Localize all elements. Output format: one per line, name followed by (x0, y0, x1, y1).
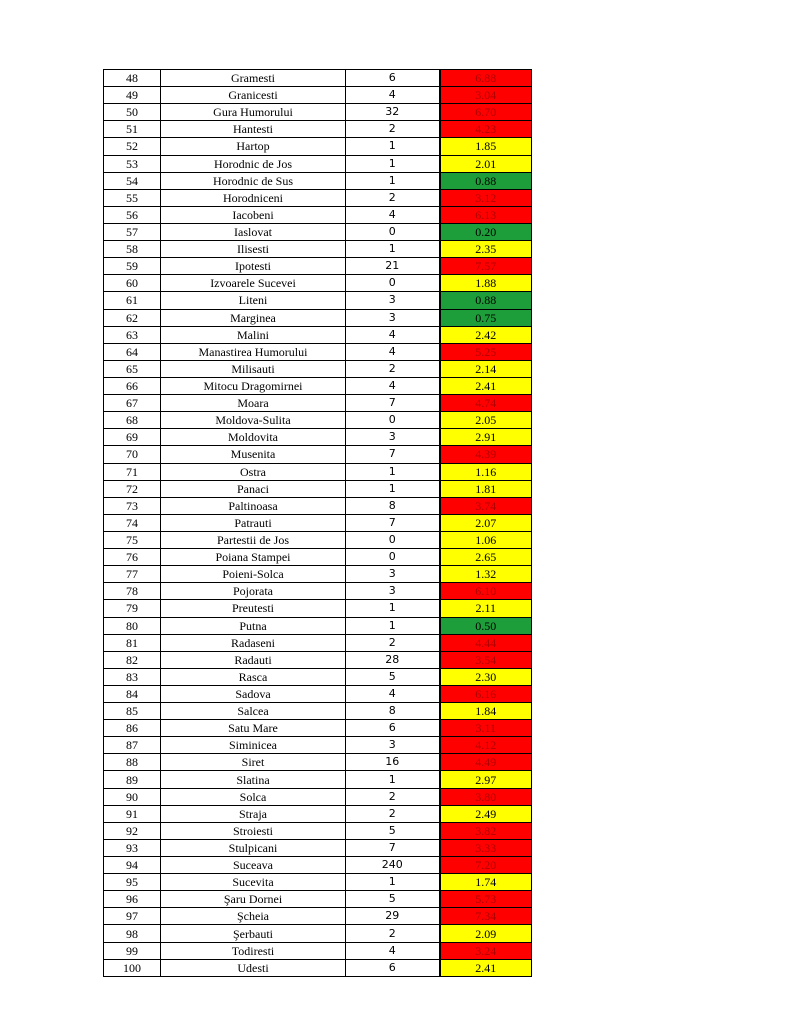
incidence-rate-cell: 4.39 (440, 446, 532, 463)
locality-name-cell: Granicesti (161, 87, 346, 104)
table-row (104, 925, 532, 942)
locality-name-cell: Stroiesti (161, 822, 346, 839)
row-index-cell: 59 (104, 258, 161, 275)
row-index-cell: 86 (104, 720, 161, 737)
incidence-rate-cell: 0.88 (440, 172, 532, 189)
incidence-rate-cell: 2.41 (440, 959, 532, 976)
locality-name-cell: Patrauti (161, 514, 346, 531)
case-count-cell: 2 (346, 189, 440, 206)
row-index-cell: 78 (104, 583, 161, 600)
table-row (104, 634, 532, 651)
incidence-rate-cell: 6.16 (440, 685, 532, 702)
table-row (104, 891, 532, 908)
incidence-rate-cell: 7.34 (440, 908, 532, 925)
table-row (104, 531, 532, 548)
incidence-rate-cell: 2.49 (440, 805, 532, 822)
row-index-cell: 71 (104, 463, 161, 480)
locality-name-cell: Poieni-Solca (161, 566, 346, 583)
row-index-cell: 93 (104, 839, 161, 856)
locality-name-cell: Moara (161, 395, 346, 412)
case-count-cell: 6 (346, 959, 440, 976)
case-count-cell: 4 (346, 685, 440, 702)
locality-name-cell: Hantesti (161, 121, 346, 138)
case-count-cell: 28 (346, 651, 440, 668)
locality-name-cell: Moldova-Sulita (161, 412, 346, 429)
case-count-cell: 4 (346, 377, 440, 394)
incidence-rate-cell: 6.88 (440, 70, 532, 87)
case-count-cell: 2 (346, 360, 440, 377)
row-index-cell: 77 (104, 566, 161, 583)
case-count-cell: 2 (346, 805, 440, 822)
case-count-cell: 3 (346, 737, 440, 754)
incidence-rate-cell: 3.24 (440, 942, 532, 959)
incidence-rate-cell: 1.84 (440, 703, 532, 720)
row-index-cell: 51 (104, 121, 161, 138)
case-count-cell: 1 (346, 600, 440, 617)
locality-name-cell: Preutesti (161, 600, 346, 617)
locality-name-cell: Mitocu Dragomirnei (161, 377, 346, 394)
table-row (104, 121, 532, 138)
locality-name-cell: Şcheia (161, 908, 346, 925)
locality-name-cell: Milisauti (161, 360, 346, 377)
case-count-cell: 7 (346, 514, 440, 531)
incidence-rate-cell: 0.50 (440, 617, 532, 634)
locality-name-cell: Slatina (161, 771, 346, 788)
locality-name-cell: Siret (161, 754, 346, 771)
locality-name-cell: Izvoarele Sucevei (161, 275, 346, 292)
table-row (104, 223, 532, 240)
table-row (104, 275, 532, 292)
case-count-cell: 3 (346, 292, 440, 309)
incidence-rate-cell: 3.33 (440, 839, 532, 856)
table-row (104, 172, 532, 189)
table-row (104, 360, 532, 377)
case-count-cell: 0 (346, 412, 440, 429)
incidence-rate-cell: 5.73 (440, 891, 532, 908)
row-index-cell: 81 (104, 634, 161, 651)
locality-name-cell: Musenita (161, 446, 346, 463)
case-count-cell: 16 (346, 754, 440, 771)
incidence-rate-cell: 3.04 (440, 87, 532, 104)
row-index-cell: 66 (104, 377, 161, 394)
case-count-cell: 5 (346, 822, 440, 839)
row-index-cell: 83 (104, 668, 161, 685)
locality-name-cell: Salcea (161, 703, 346, 720)
row-index-cell: 84 (104, 685, 161, 702)
incidence-rate-cell: 0.75 (440, 309, 532, 326)
row-index-cell: 82 (104, 651, 161, 668)
locality-name-cell: Şerbauti (161, 925, 346, 942)
table-row (104, 138, 532, 155)
table-row (104, 258, 532, 275)
row-index-cell: 76 (104, 549, 161, 566)
incidence-rate-cell: 1.16 (440, 463, 532, 480)
table-row (104, 70, 532, 87)
case-count-cell: 21 (346, 258, 440, 275)
table-row (104, 343, 532, 360)
row-index-cell: 92 (104, 822, 161, 839)
case-count-cell: 3 (346, 309, 440, 326)
locality-name-cell: Suceava (161, 857, 346, 874)
incidence-rate-cell: 2.35 (440, 241, 532, 258)
table-row (104, 959, 532, 976)
case-count-cell: 0 (346, 549, 440, 566)
incidence-rate-cell: 7.20 (440, 857, 532, 874)
locality-name-cell: Paltinoasa (161, 497, 346, 514)
locality-name-cell: Stulpicani (161, 839, 346, 856)
case-count-cell: 1 (346, 771, 440, 788)
locality-name-cell: Iacobeni (161, 206, 346, 223)
locality-name-cell: Satu Mare (161, 720, 346, 737)
incidence-rate-cell: 2.09 (440, 925, 532, 942)
locality-name-cell: Udesti (161, 959, 346, 976)
incidence-rate-cell: 4.49 (440, 754, 532, 771)
table-row (104, 241, 532, 258)
locality-name-cell: Todiresti (161, 942, 346, 959)
row-index-cell: 58 (104, 241, 161, 258)
case-count-cell: 0 (346, 531, 440, 548)
case-count-cell: 5 (346, 668, 440, 685)
table-row (104, 617, 532, 634)
incidence-rate-cell: 3.54 (440, 651, 532, 668)
incidence-rate-cell: 3.11 (440, 720, 532, 737)
table-row (104, 737, 532, 754)
row-index-cell: 64 (104, 343, 161, 360)
row-index-cell: 49 (104, 87, 161, 104)
row-index-cell: 98 (104, 925, 161, 942)
incidence-rate-cell: 2.65 (440, 549, 532, 566)
table-row (104, 155, 532, 172)
table-row (104, 600, 532, 617)
row-index-cell: 50 (104, 104, 161, 121)
table-row (104, 703, 532, 720)
incidence-rate-cell: 6.10 (440, 583, 532, 600)
table-row (104, 874, 532, 891)
incidence-rate-cell: 3.80 (440, 788, 532, 805)
row-index-cell: 79 (104, 600, 161, 617)
table-row (104, 292, 532, 309)
row-index-cell: 90 (104, 788, 161, 805)
incidence-rate-cell: 2.41 (440, 377, 532, 394)
incidence-rate-cell: 3.82 (440, 822, 532, 839)
case-count-cell: 1 (346, 617, 440, 634)
locality-name-cell: Manastirea Humorului (161, 343, 346, 360)
case-count-cell: 4 (346, 206, 440, 223)
incidence-rate-cell: 2.14 (440, 360, 532, 377)
case-count-cell: 240 (346, 857, 440, 874)
row-index-cell: 88 (104, 754, 161, 771)
incidence-rate-cell: 3.12 (440, 189, 532, 206)
case-count-cell: 8 (346, 497, 440, 514)
locality-name-cell: Şaru Dornei (161, 891, 346, 908)
case-count-cell: 1 (346, 138, 440, 155)
locality-name-cell: Solca (161, 788, 346, 805)
incidence-rate-cell: 2.01 (440, 155, 532, 172)
row-index-cell: 69 (104, 429, 161, 446)
row-index-cell: 60 (104, 275, 161, 292)
row-index-cell: 48 (104, 70, 161, 87)
case-count-cell: 1 (346, 874, 440, 891)
table-row (104, 651, 532, 668)
incidence-rate-cell: 2.97 (440, 771, 532, 788)
case-count-cell: 4 (346, 343, 440, 360)
case-count-cell: 5 (346, 891, 440, 908)
incidence-rate-cell: 0.20 (440, 223, 532, 240)
table-row (104, 668, 532, 685)
case-count-cell: 0 (346, 275, 440, 292)
table-row (104, 326, 532, 343)
locality-name-cell: Sucevita (161, 874, 346, 891)
case-count-cell: 4 (346, 326, 440, 343)
incidence-rate-cell: 1.74 (440, 874, 532, 891)
incidence-rate-cell: 2.11 (440, 600, 532, 617)
case-count-cell: 1 (346, 155, 440, 172)
case-count-cell: 2 (346, 634, 440, 651)
locality-name-cell: Straja (161, 805, 346, 822)
table-row (104, 771, 532, 788)
incidence-rate-cell: 4.44 (440, 634, 532, 651)
locality-name-cell: Ilisesti (161, 241, 346, 258)
locality-name-cell: Hartop (161, 138, 346, 155)
row-index-cell: 91 (104, 805, 161, 822)
row-index-cell: 94 (104, 857, 161, 874)
table-row (104, 87, 532, 104)
incidence-rate-cell: 3.74 (440, 497, 532, 514)
locality-name-cell: Marginea (161, 309, 346, 326)
table-row (104, 908, 532, 925)
table-row (104, 446, 532, 463)
case-count-cell: 3 (346, 583, 440, 600)
case-count-cell: 4 (346, 942, 440, 959)
row-index-cell: 67 (104, 395, 161, 412)
table-row (104, 720, 532, 737)
table-row (104, 942, 532, 959)
case-count-cell: 32 (346, 104, 440, 121)
incidence-rate-cell: 4.23 (440, 121, 532, 138)
table-row (104, 395, 532, 412)
locality-name-cell: Malini (161, 326, 346, 343)
case-count-cell: 7 (346, 839, 440, 856)
row-index-cell: 85 (104, 703, 161, 720)
table-row (104, 754, 532, 771)
locality-name-cell: Moldovita (161, 429, 346, 446)
row-index-cell: 99 (104, 942, 161, 959)
case-count-cell: 2 (346, 925, 440, 942)
row-index-cell: 73 (104, 497, 161, 514)
row-index-cell: 68 (104, 412, 161, 429)
locality-name-cell: Partestii de Jos (161, 531, 346, 548)
row-index-cell: 56 (104, 206, 161, 223)
incidence-rate-cell: 7.57 (440, 258, 532, 275)
table-row (104, 566, 532, 583)
row-index-cell: 65 (104, 360, 161, 377)
table-row (104, 685, 532, 702)
row-index-cell: 74 (104, 514, 161, 531)
incidence-rate-cell: 5.25 (440, 343, 532, 360)
locality-name-cell: Putna (161, 617, 346, 634)
case-count-cell: 6 (346, 70, 440, 87)
incidence-rate-cell: 0.88 (440, 292, 532, 309)
case-count-cell: 3 (346, 429, 440, 446)
row-index-cell: 63 (104, 326, 161, 343)
case-count-cell: 0 (346, 223, 440, 240)
locality-name-cell: Radauti (161, 651, 346, 668)
locality-table (103, 69, 532, 977)
locality-name-cell: Ostra (161, 463, 346, 480)
incidence-rate-cell: 2.05 (440, 412, 532, 429)
row-index-cell: 57 (104, 223, 161, 240)
locality-name-cell: Poiana Stampei (161, 549, 346, 566)
row-index-cell: 53 (104, 155, 161, 172)
case-count-cell: 6 (346, 720, 440, 737)
table-row (104, 309, 532, 326)
table-row (104, 429, 532, 446)
table-row (104, 497, 532, 514)
case-count-cell: 2 (346, 121, 440, 138)
case-count-cell: 1 (346, 172, 440, 189)
table-row (104, 822, 532, 839)
incidence-rate-cell: 4.12 (440, 737, 532, 754)
case-count-cell: 1 (346, 480, 440, 497)
row-index-cell: 62 (104, 309, 161, 326)
row-index-cell: 54 (104, 172, 161, 189)
table-row (104, 857, 532, 874)
locality-name-cell: Iaslovat (161, 223, 346, 240)
case-count-cell: 1 (346, 463, 440, 480)
locality-name-cell: Sadova (161, 685, 346, 702)
case-count-cell: 3 (346, 566, 440, 583)
row-index-cell: 70 (104, 446, 161, 463)
incidence-rate-cell: 1.85 (440, 138, 532, 155)
table-row (104, 377, 532, 394)
row-index-cell: 97 (104, 908, 161, 925)
case-count-cell: 7 (346, 395, 440, 412)
table-row (104, 412, 532, 429)
row-index-cell: 61 (104, 292, 161, 309)
incidence-rate-cell: 4.74 (440, 395, 532, 412)
row-index-cell: 89 (104, 771, 161, 788)
locality-name-cell: Horodniceni (161, 189, 346, 206)
incidence-rate-cell: 2.91 (440, 429, 532, 446)
incidence-rate-cell: 2.07 (440, 514, 532, 531)
incidence-rate-cell: 1.32 (440, 566, 532, 583)
incidence-rate-cell: 2.42 (440, 326, 532, 343)
table-row (104, 514, 532, 531)
table-row (104, 839, 532, 856)
incidence-rate-cell: 2.30 (440, 668, 532, 685)
locality-table-body (104, 70, 532, 977)
case-count-cell: 2 (346, 788, 440, 805)
table-row (104, 206, 532, 223)
row-index-cell: 96 (104, 891, 161, 908)
case-count-cell: 1 (346, 241, 440, 258)
table-row (104, 583, 532, 600)
case-count-cell: 4 (346, 87, 440, 104)
table-row (104, 189, 532, 206)
table-row (104, 480, 532, 497)
table-row (104, 549, 532, 566)
locality-name-cell: Horodnic de Jos (161, 155, 346, 172)
locality-name-cell: Siminicea (161, 737, 346, 754)
locality-name-cell: Horodnic de Sus (161, 172, 346, 189)
locality-name-cell: Radaseni (161, 634, 346, 651)
row-index-cell: 52 (104, 138, 161, 155)
table-row (104, 805, 532, 822)
row-index-cell: 100 (104, 959, 161, 976)
incidence-rate-cell: 1.88 (440, 275, 532, 292)
locality-name-cell: Pojorata (161, 583, 346, 600)
locality-name-cell: Rasca (161, 668, 346, 685)
case-count-cell: 8 (346, 703, 440, 720)
row-index-cell: 80 (104, 617, 161, 634)
locality-name-cell: Liteni (161, 292, 346, 309)
incidence-rate-cell: 6.13 (440, 206, 532, 223)
case-count-cell: 29 (346, 908, 440, 925)
locality-name-cell: Gura Humorului (161, 104, 346, 121)
locality-name-cell: Ipotesti (161, 258, 346, 275)
case-count-cell: 7 (346, 446, 440, 463)
incidence-rate-cell: 1.81 (440, 480, 532, 497)
table-row (104, 104, 532, 121)
row-index-cell: 95 (104, 874, 161, 891)
locality-name-cell: Gramesti (161, 70, 346, 87)
incidence-rate-cell: 6.70 (440, 104, 532, 121)
table-row (104, 463, 532, 480)
row-index-cell: 87 (104, 737, 161, 754)
locality-name-cell: Panaci (161, 480, 346, 497)
row-index-cell: 55 (104, 189, 161, 206)
row-index-cell: 75 (104, 531, 161, 548)
row-index-cell: 72 (104, 480, 161, 497)
incidence-rate-cell: 1.06 (440, 531, 532, 548)
table-row (104, 788, 532, 805)
